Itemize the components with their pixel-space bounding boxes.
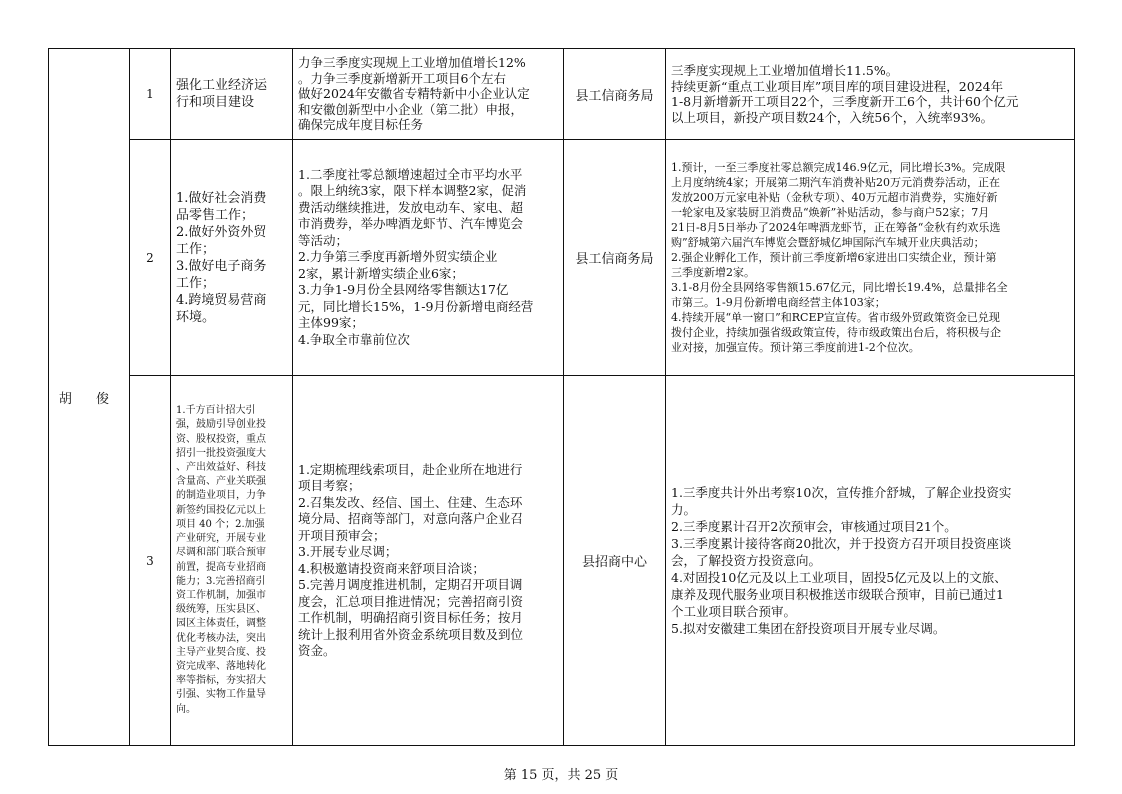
task-cell xyxy=(171,49,293,140)
task-line: 项目 40 个；2.加强 xyxy=(176,518,265,530)
goal-line: 5.完善月调度推进机制，定期召开项目调 xyxy=(298,577,523,592)
goal-line: 2.力争第三季度再新增外贸实绩企业 xyxy=(298,249,498,265)
goal-line: 3.开展专业尽调； xyxy=(298,544,398,559)
goal-line: 工作机制，明确招商引资目标任务；按月 xyxy=(298,610,524,625)
goal-line: 1.二季度社零总额增速超过全市平均水平 xyxy=(298,166,523,182)
goal-line: 4.积极邀请投资商来舒项目洽谈； xyxy=(298,560,485,576)
row-number: 3 xyxy=(130,376,171,746)
task-line: 级统筹，压实县区、 xyxy=(176,604,266,616)
goal-line: 开项目预审会； xyxy=(298,527,386,543)
goal-line: 力争三季度实现规上工业增加值增长12% xyxy=(298,55,526,71)
progress-line: 拨付企业，持续加强省级政策宣传，待市级政策出台后，将积极与企 xyxy=(671,326,1001,339)
task-line: 、产出效益好、科技 xyxy=(176,462,266,474)
goal-line: 确保完成年度目标任务 xyxy=(298,117,424,133)
progress-line: 个工业项目联合预审。 xyxy=(671,604,797,619)
table-row xyxy=(49,49,1075,140)
progress-cell xyxy=(666,376,1075,746)
progress-line: 康养及现代服务业项目积极推送市级联合预审，目前已通过1 xyxy=(671,587,1004,602)
task-line: 产业研究，开展专业 xyxy=(176,533,266,545)
department-cell: 县招商中心 xyxy=(564,376,666,746)
progress-line: 市第三。1-9月份新增电商经营主体103家； xyxy=(671,296,886,309)
progress-line: 2.三季度累计召开2次预审会，审核通过项目21个。 xyxy=(671,519,957,534)
task-line: 资完成率、落地转化 xyxy=(176,660,266,672)
goal-line: 。限上纳统3家，限下样本调整2家，促消 xyxy=(298,183,527,199)
task-line: 2.做好外资外贸 xyxy=(176,224,267,240)
task-line: 含量高、产业关联强 xyxy=(176,476,266,488)
progress-line: 会，了解投资方投资意向。 xyxy=(671,553,822,568)
goal-line: 市消费券，举办啤酒龙虾节、汽车博览会 xyxy=(298,216,524,232)
task-line: 资、股权投资，重点 xyxy=(176,433,266,445)
task-line: 园区主体责任，调整 xyxy=(176,618,266,630)
goal-cell xyxy=(293,140,564,376)
department-cell: 县工信商务局 xyxy=(564,140,666,376)
progress-line: 1.三季度共计外出考察10次，宣传推介舒城，了解企业投资实 xyxy=(671,485,1012,500)
goal-line: 统计上报利用省外资金系统项目数及到位 xyxy=(298,626,524,642)
goal-line: 项目考察； xyxy=(298,478,361,493)
progress-line: 3.三季度累计接待客商20批次，并于投资方召开项目投资座谈 xyxy=(671,536,1012,551)
work-progress-table xyxy=(48,48,1075,746)
task-cell xyxy=(171,140,293,376)
goal-line: 资金。 xyxy=(298,643,336,658)
goal-cell xyxy=(293,49,564,140)
progress-line: 三季度新增2家。 xyxy=(671,266,755,279)
goal-line: 2.召集发改、经信、国土、住建、生态环 xyxy=(298,494,523,510)
progress-line: 力。 xyxy=(671,502,697,517)
task-line: 环境。 xyxy=(176,309,216,325)
task-line: 资工作机制，加强市 xyxy=(176,589,266,601)
task-line: 工作； xyxy=(176,275,216,291)
progress-line: 以上项目，新投产项目数24个，入统56个，入统率93%。 xyxy=(671,109,994,125)
goal-line: 等活动； xyxy=(298,232,349,248)
progress-line: 业对接，加强宣传。预计第三季度前进1-2个位次。 xyxy=(671,341,920,354)
row-number: 1 xyxy=(130,49,171,140)
progress-line: 持续更新“重点工业项目库”项目库的项目建设进程，2024年 xyxy=(671,78,1004,94)
progress-line: 购”舒城第六届汽车博览会暨舒城亿坤国际汽车城开业庆典活动； xyxy=(671,236,985,249)
goal-line: 主体99家； xyxy=(298,315,364,331)
task-line: 行和项目建设 xyxy=(176,95,255,110)
progress-line: 5.拟对安徽建工集团在舒投资项目开展专业尽调。 xyxy=(671,621,946,636)
progress-line: 1.预计，一至三季度社零总额完成146.9亿元，同比增长3%。完成限 xyxy=(671,161,1006,174)
task-line: 工作； xyxy=(176,241,216,257)
task-line: 1.千方百计招大引 xyxy=(176,405,256,417)
progress-line: 上月度纳统4家；开展第二期汽车消费补贴20万元消费券活动，正在 xyxy=(671,176,1000,189)
task-line: 率等指标，夯实招大 xyxy=(176,675,266,687)
task-line: 3.做好电子商务 xyxy=(176,258,267,274)
goal-line: 费活动继续推进，发放电动车、家电、超 xyxy=(298,199,524,215)
progress-line: 2.强企业孵化工作，预计前三季度新增6家进出口实绩企业，预计第 xyxy=(671,251,997,264)
goal-line: 度会，汇总项目推进情况；完善招商引资 xyxy=(298,593,524,609)
goal-line: 4.争取全市靠前位次 xyxy=(298,331,410,347)
task-line: 的制造业项目，力争 xyxy=(176,490,266,502)
task-line: 引强、实物工作量导 xyxy=(176,689,266,701)
task-line: 能力；3.完善招商引 xyxy=(176,575,266,587)
task-line: 尽调和部门联合预审 xyxy=(176,547,266,559)
progress-line: 一轮家电及家装厨卫消费品“焕新”补贴活动，参与商户52家；7月 xyxy=(671,206,990,219)
goal-line: 1.定期梳理线索项目，赴企业所在地进行 xyxy=(298,461,523,477)
task-cell xyxy=(171,376,293,746)
goal-line: 。力争三季度新增新开工项目6个左右 xyxy=(298,70,506,86)
goal-line: 元，同比增长15%，1-9月份新增电商经营 xyxy=(298,298,534,314)
progress-line: 1-8月新增新开工项目22个，三季度新开工6个，共计60个亿元 xyxy=(671,94,1019,109)
progress-line: 4.持续开展“单一窗口”和RCEP宣宣传。省市级外贸政策资金已兑现 xyxy=(671,311,1000,324)
task-line: 向。 xyxy=(176,703,196,715)
task-line: 优化考核办法，突出 xyxy=(176,632,266,644)
goal-line: 3.力争1-9月份全县网络零售额达17亿 xyxy=(298,282,509,298)
progress-line: 21日-8月5日举办了2024年啤酒龙虾节，正在筹备“金秋有约欢乐选 xyxy=(671,221,1001,234)
task-line: 1.做好社会消费 xyxy=(176,190,267,206)
progress-line: 三季度实现规上工业增加值增长11.5%。 xyxy=(671,63,899,78)
goal-line: 2家，累计新增实绩企业6家； xyxy=(298,265,464,281)
task-line: 4.跨境贸易营商 xyxy=(176,292,267,308)
progress-line: 3.1-8月份全县网络零售额15.67亿元，同比增长19.4%，总量排名全 xyxy=(671,281,1008,294)
responsible-person: 胡 俊 xyxy=(49,49,130,746)
progress-cell xyxy=(666,140,1075,376)
task-line: 前置，提高专业招商 xyxy=(176,561,266,573)
goal-cell xyxy=(293,376,564,746)
progress-cell xyxy=(666,49,1075,140)
goal-line: 和安徽创新型中小企业（第二批）申报， xyxy=(298,101,524,117)
task-line: 招引一批投资强度大 xyxy=(176,447,266,459)
row-number: 2 xyxy=(130,140,171,376)
progress-line: 发放200万元家电补贴（金秋专项）、40万元超市消费券，实施好新 xyxy=(671,191,998,204)
goal-line: 境分局、招商等部门，对意向落户企业召 xyxy=(298,511,524,526)
task-line: 主导产业契合度、投 xyxy=(176,646,266,658)
goal-line: 做好2024年安徽省专精特新中小企业认定 xyxy=(298,86,530,102)
task-line: 品零售工作； xyxy=(176,207,255,223)
page-footer: 第 15 页，共 25 页 xyxy=(503,768,619,783)
task-line: 强化工业经济运 xyxy=(176,78,268,93)
progress-line: 4.对固投10亿元及以上工业项目，固投5亿元及以上的文旅、 xyxy=(671,570,1007,585)
table-row xyxy=(49,140,1075,376)
task-line: 强，鼓励引导创业投 xyxy=(176,419,266,431)
department-cell: 县工信商务局 xyxy=(564,49,666,140)
table-row xyxy=(49,376,1075,746)
task-line: 新签约国投亿元以上 xyxy=(176,504,266,516)
